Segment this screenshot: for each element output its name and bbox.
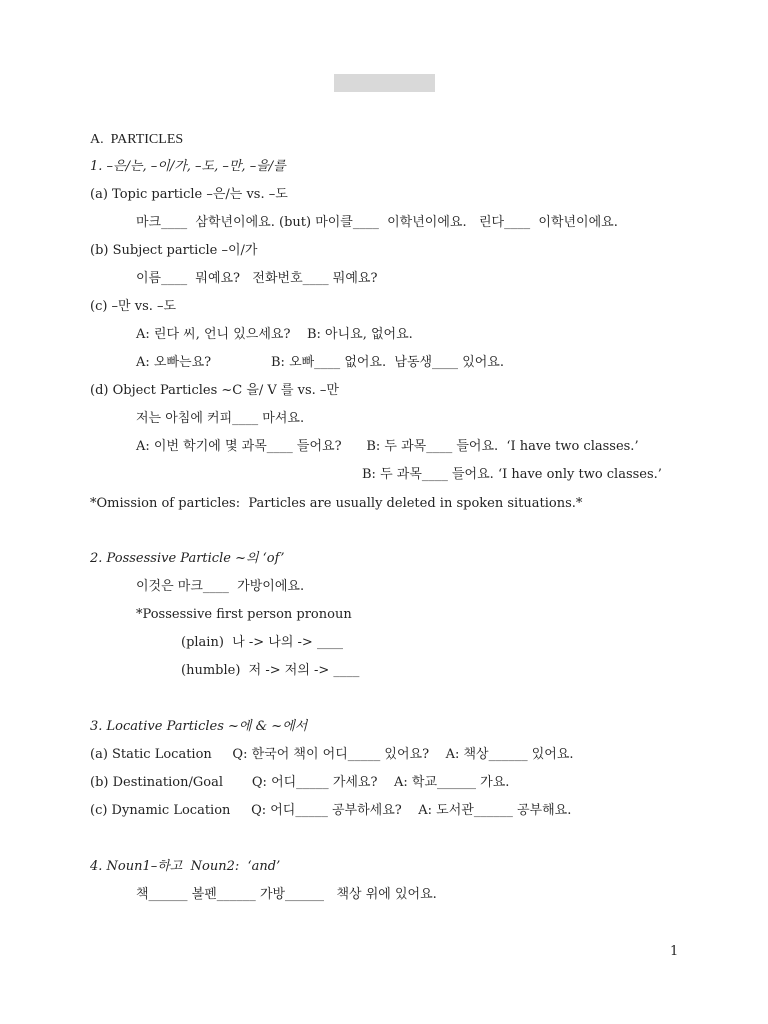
subject-particle-label: (b) Subject particle –이/가 bbox=[90, 243, 258, 258]
dynamic-location-line: (c) Dynamic Location Q: 어디_____ 공부하세요? A: 도서관______ 공부해요. bbox=[90, 803, 572, 818]
noun-and-heading: 4. Noun1–하고 Noun2: ‘and’ bbox=[90, 859, 281, 874]
subject-particle-example: 이름____ 뭐예요? 전화번호____ 뭐예요? bbox=[136, 271, 378, 286]
man-do-example-2a: A: 오빠는요? bbox=[136, 355, 212, 370]
section-a-heading: A. PARTICLES bbox=[90, 132, 184, 147]
locative-heading: 3. Locative Particles ~에 & ~에서 bbox=[90, 719, 308, 734]
subheading-particles: 1. –은/는, –이/가, –도, –만, –을/를 bbox=[90, 159, 286, 174]
man-do-example-2b: B: 오빠____ 없어요. 남동생____ 있어요. bbox=[271, 355, 504, 370]
man-do-example-1: A: 린다 씨, 언니 있으세요? B: 아니요, 없어요. bbox=[136, 327, 413, 342]
object-particle-example-1: 저는 아침에 커피____ 마셔요. bbox=[136, 411, 305, 426]
object-particle-example-3: B: 두 과목____ 들어요. ‘I have only two classes.’ bbox=[362, 467, 662, 482]
man-do-label: (c) –만 vs. –도 bbox=[90, 299, 177, 314]
possessive-heading: 2. Possessive Particle ~의 ‘of’ bbox=[90, 551, 285, 566]
topic-particle-example: 마크____ 삼학년이에요. (but) 마이클____ 이학년이에요. 린다____ 이학년이에요. bbox=[136, 215, 618, 230]
topic-particle-label: (a) Topic particle –은/는 vs. –도 bbox=[90, 187, 288, 202]
object-particle-example-2: A: 이번 학기에 몇 과목____ 들어요? B: 두 과목____ 들어요. ‘I have two classes.’ bbox=[136, 439, 639, 454]
static-location-line: (a) Static Location Q: 한국어 책이 어디_____ 있어요? A: 책상______ 있어요. bbox=[90, 747, 574, 762]
omission-note: *Omission of particles: Particles are usually deleted in spoken situations.* bbox=[90, 496, 583, 511]
noun-and-example: 책______ 볼펜______ 가방______ 책상 위에 있어요. bbox=[136, 887, 437, 902]
title-placeholder bbox=[334, 74, 435, 92]
destination-line: (b) Destination/Goal Q: 어디_____ 가세요? A: 학교______ 가요. bbox=[90, 775, 510, 790]
possessive-example: 이것은 마크____ 가방이에요. bbox=[136, 579, 305, 594]
page-number: 1 bbox=[670, 944, 679, 959]
possessive-humble: (humble) 저 -> 저의 -> ____ bbox=[181, 663, 360, 678]
possessive-note: *Possessive first person pronoun bbox=[136, 607, 352, 622]
object-particle-label: (d) Object Particles ~C 을/ V 를 vs. –만 bbox=[90, 383, 339, 398]
possessive-plain: (plain) 나 -> 나의 -> ____ bbox=[181, 635, 343, 650]
